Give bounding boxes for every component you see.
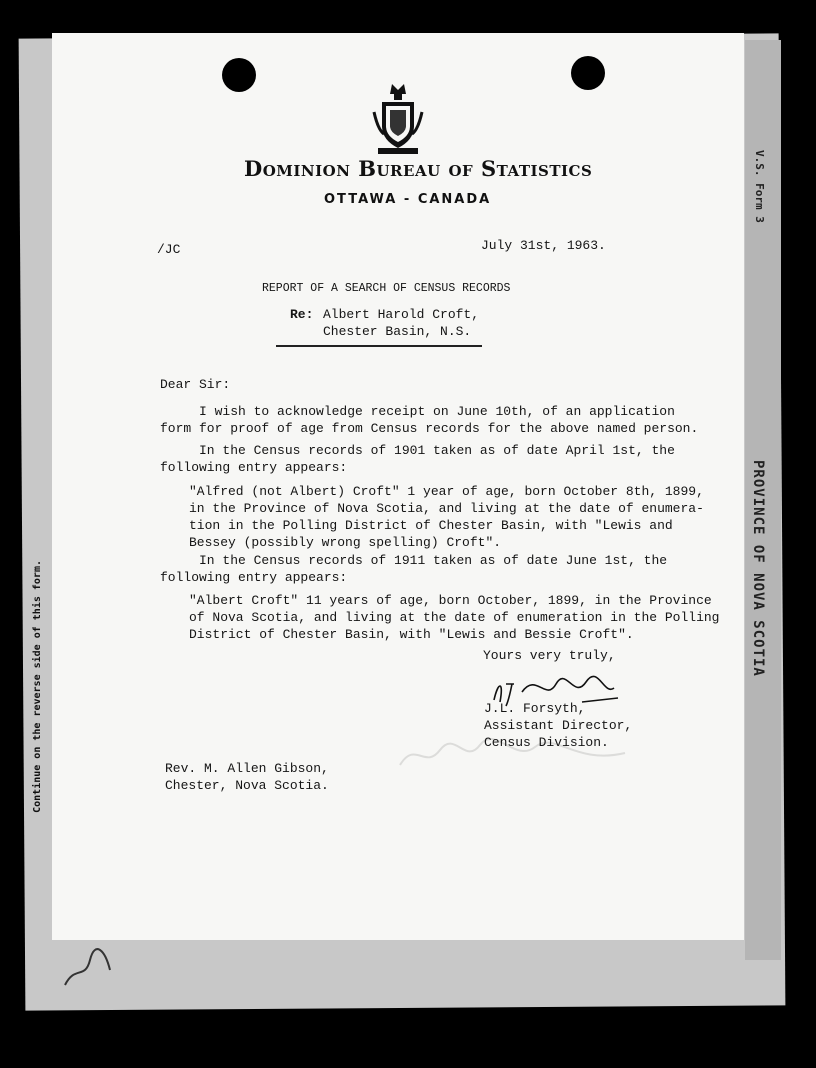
re-label: Re: xyxy=(290,307,314,322)
province-header: PROVINCE OF NOVA SCOTIA xyxy=(750,460,766,677)
census-entry-1901: "Alfred (not Albert) Croft" 1 year of age, born October 8th, 1899, in the Province of Nova Scotia, and living at the date of enumera- tion in the Polling District of Chester Basin, with "Lewis and Bessey (possibly wrong spelling) Croft". xyxy=(189,484,704,550)
organization-name: Dominion Bureau of Statistics xyxy=(244,156,593,181)
subject-name: Albert Harold Croft, xyxy=(323,307,480,322)
paragraph-acknowledgement: I wish to acknowledge receipt on June 10th, of an application form for proof of age from Census records for the above named person. xyxy=(160,404,699,436)
census-entry-1911: "Albert Croft" 11 years of age, born October, 1899, in the Province of Nova Scotia, and living at the date of enumeration in the Polling District of Chester Basin, with "Lewis and Bessie Croft". xyxy=(189,593,720,642)
punch-hole-left xyxy=(222,58,256,92)
addressee-location: Chester, Nova Scotia. xyxy=(165,778,329,793)
report-title: REPORT OF A SEARCH OF CENSUS RECORDS xyxy=(262,282,511,295)
subject-location: Chester Basin, N.S. xyxy=(323,324,472,339)
addressee-name: Rev. M. Allen Gibson, xyxy=(165,761,329,776)
letter-date: July 31st, 1963. xyxy=(481,238,606,253)
punch-hole-right xyxy=(571,56,605,90)
subject-underline xyxy=(276,345,482,347)
coat-of-arms-icon xyxy=(372,82,424,156)
signer-title: Assistant Director, xyxy=(484,718,633,733)
organization-city: OTTAWA - CANADA xyxy=(324,192,492,207)
signer-division: Census Division. xyxy=(484,735,609,750)
reference-code: /JC xyxy=(157,242,181,257)
closing: Yours very truly, xyxy=(483,648,616,663)
salutation: Dear Sir: xyxy=(160,377,231,392)
signer-name: J.L. Forsyth, xyxy=(484,701,586,716)
reverse-side-note: Continue on the reverse side of this form. xyxy=(32,560,43,813)
form-number-label: V.S. Form 3 xyxy=(753,150,766,223)
handwritten-scrawl xyxy=(60,935,120,995)
paragraph-1911-intro: In the Census records of 1911 taken as of date June 1st, the following entry appears: xyxy=(160,553,668,585)
paragraph-1901-intro: In the Census records of 1901 taken as of date April 1st, the following entry appears: xyxy=(160,443,675,475)
